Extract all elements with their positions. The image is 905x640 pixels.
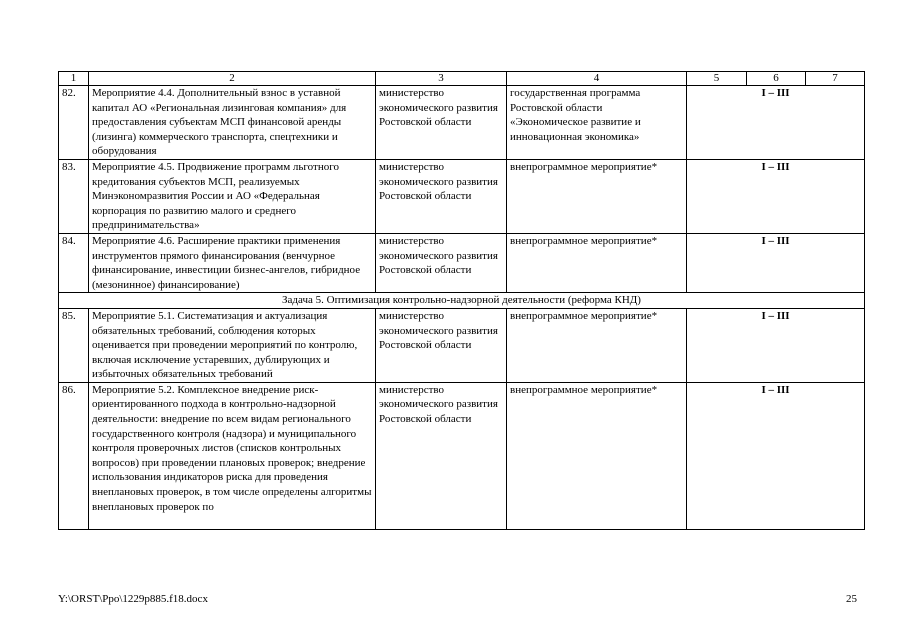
period-text: I – III bbox=[687, 382, 865, 529]
measure-text: Мероприятие 4.6. Расширение практики применения инструментов прямого финансирования (венчурное финансирование, инвестиции бизнес-ангелов, гибридное (мезонинное) финансирование) bbox=[89, 233, 376, 292]
header-cell: 3 bbox=[376, 72, 507, 86]
row-number: 85. bbox=[59, 308, 89, 382]
row-number: 84. bbox=[59, 233, 89, 292]
measure-text-clip: Мероприятие 5.2. Комплексное внедрение риск-ориентированного подхода в контрольно-надзорной деятельности: внедрение по всем видам регионального государственного контроля (надзора) и муниципального контроля проверочных листов (списков контрольных вопросов) при проведении плановых проверок; внедрение использования индикаторов риска для проведения внеплановых проверок, в том числе определены алгоритмы внеплановых проверок по bbox=[92, 383, 372, 513]
task-row bbox=[59, 293, 865, 309]
header-cell: 4 bbox=[507, 72, 687, 86]
program-text: внепрограммное мероприятие* bbox=[507, 308, 687, 382]
period-text: I – III bbox=[687, 308, 865, 382]
program-text: внепрограммное мероприятие* bbox=[507, 233, 687, 292]
plan-table bbox=[58, 71, 865, 530]
header-cell: 1 bbox=[59, 72, 89, 86]
program-text: внепрограммное мероприятие* bbox=[507, 159, 687, 233]
executor-text: министерство экономического развития Ростовской области bbox=[376, 308, 507, 382]
file-path: Y:\ORST\Ppo\1229p885.f18.docx bbox=[58, 593, 208, 605]
task-heading: Задача 5. Оптимизация контрольно-надзорной деятельности (реформа КНД) bbox=[59, 293, 865, 309]
measure-text: Мероприятие 5.1. Систематизация и актуализация обязательных требований, соблюдения которых оценивается при проведении мероприятий по контролю, включая исключение устаревших, дублирующих и избыточных обязательных требований bbox=[89, 308, 376, 382]
header-cell: 2 bbox=[89, 72, 376, 86]
table-row bbox=[59, 86, 865, 160]
executor-text: министерство экономического развития Ростовской области bbox=[376, 233, 507, 292]
row-number: 83. bbox=[59, 159, 89, 233]
measure-text bbox=[89, 382, 376, 529]
table-row bbox=[59, 308, 865, 382]
page-number: 25 bbox=[846, 593, 857, 605]
program-text: государственная программа Ростовской области «Экономическое развитие и инновационная экономика» bbox=[507, 86, 687, 160]
program-text: внепрограммное мероприятие* bbox=[507, 382, 687, 529]
period-text: I – III bbox=[687, 159, 865, 233]
header-cell: 7 bbox=[806, 72, 865, 86]
measure-text: Мероприятие 4.5. Продвижение программ льготного кредитования субъектов МСП, реализуемых Минэкономразвития России и АО «Федеральная корпорация по развитию малого и среднего предпринимательства» bbox=[89, 159, 376, 233]
header-row bbox=[59, 72, 865, 86]
executor-text: министерство экономического развития Ростовской области bbox=[376, 382, 507, 529]
table-row bbox=[59, 233, 865, 292]
executor-text: министерство экономического развития Ростовской области bbox=[376, 159, 507, 233]
table-row bbox=[59, 159, 865, 233]
measure-text: Мероприятие 4.4. Дополнительный взнос в уставной капитал АО «Региональная лизинговая компания» для предоставления субъектам МСП финансовой аренды (лизинга) коммерческого транспорта, спецтехники и оборудования bbox=[89, 86, 376, 160]
table-row bbox=[59, 382, 865, 529]
period-text: I – III bbox=[687, 233, 865, 292]
period-text: I – III bbox=[687, 86, 865, 160]
header-cell: 6 bbox=[747, 72, 806, 86]
row-number: 86. bbox=[59, 382, 89, 529]
header-cell: 5 bbox=[687, 72, 747, 86]
row-number: 82. bbox=[59, 86, 89, 160]
executor-text: министерство экономического развития Ростовской области bbox=[376, 86, 507, 160]
